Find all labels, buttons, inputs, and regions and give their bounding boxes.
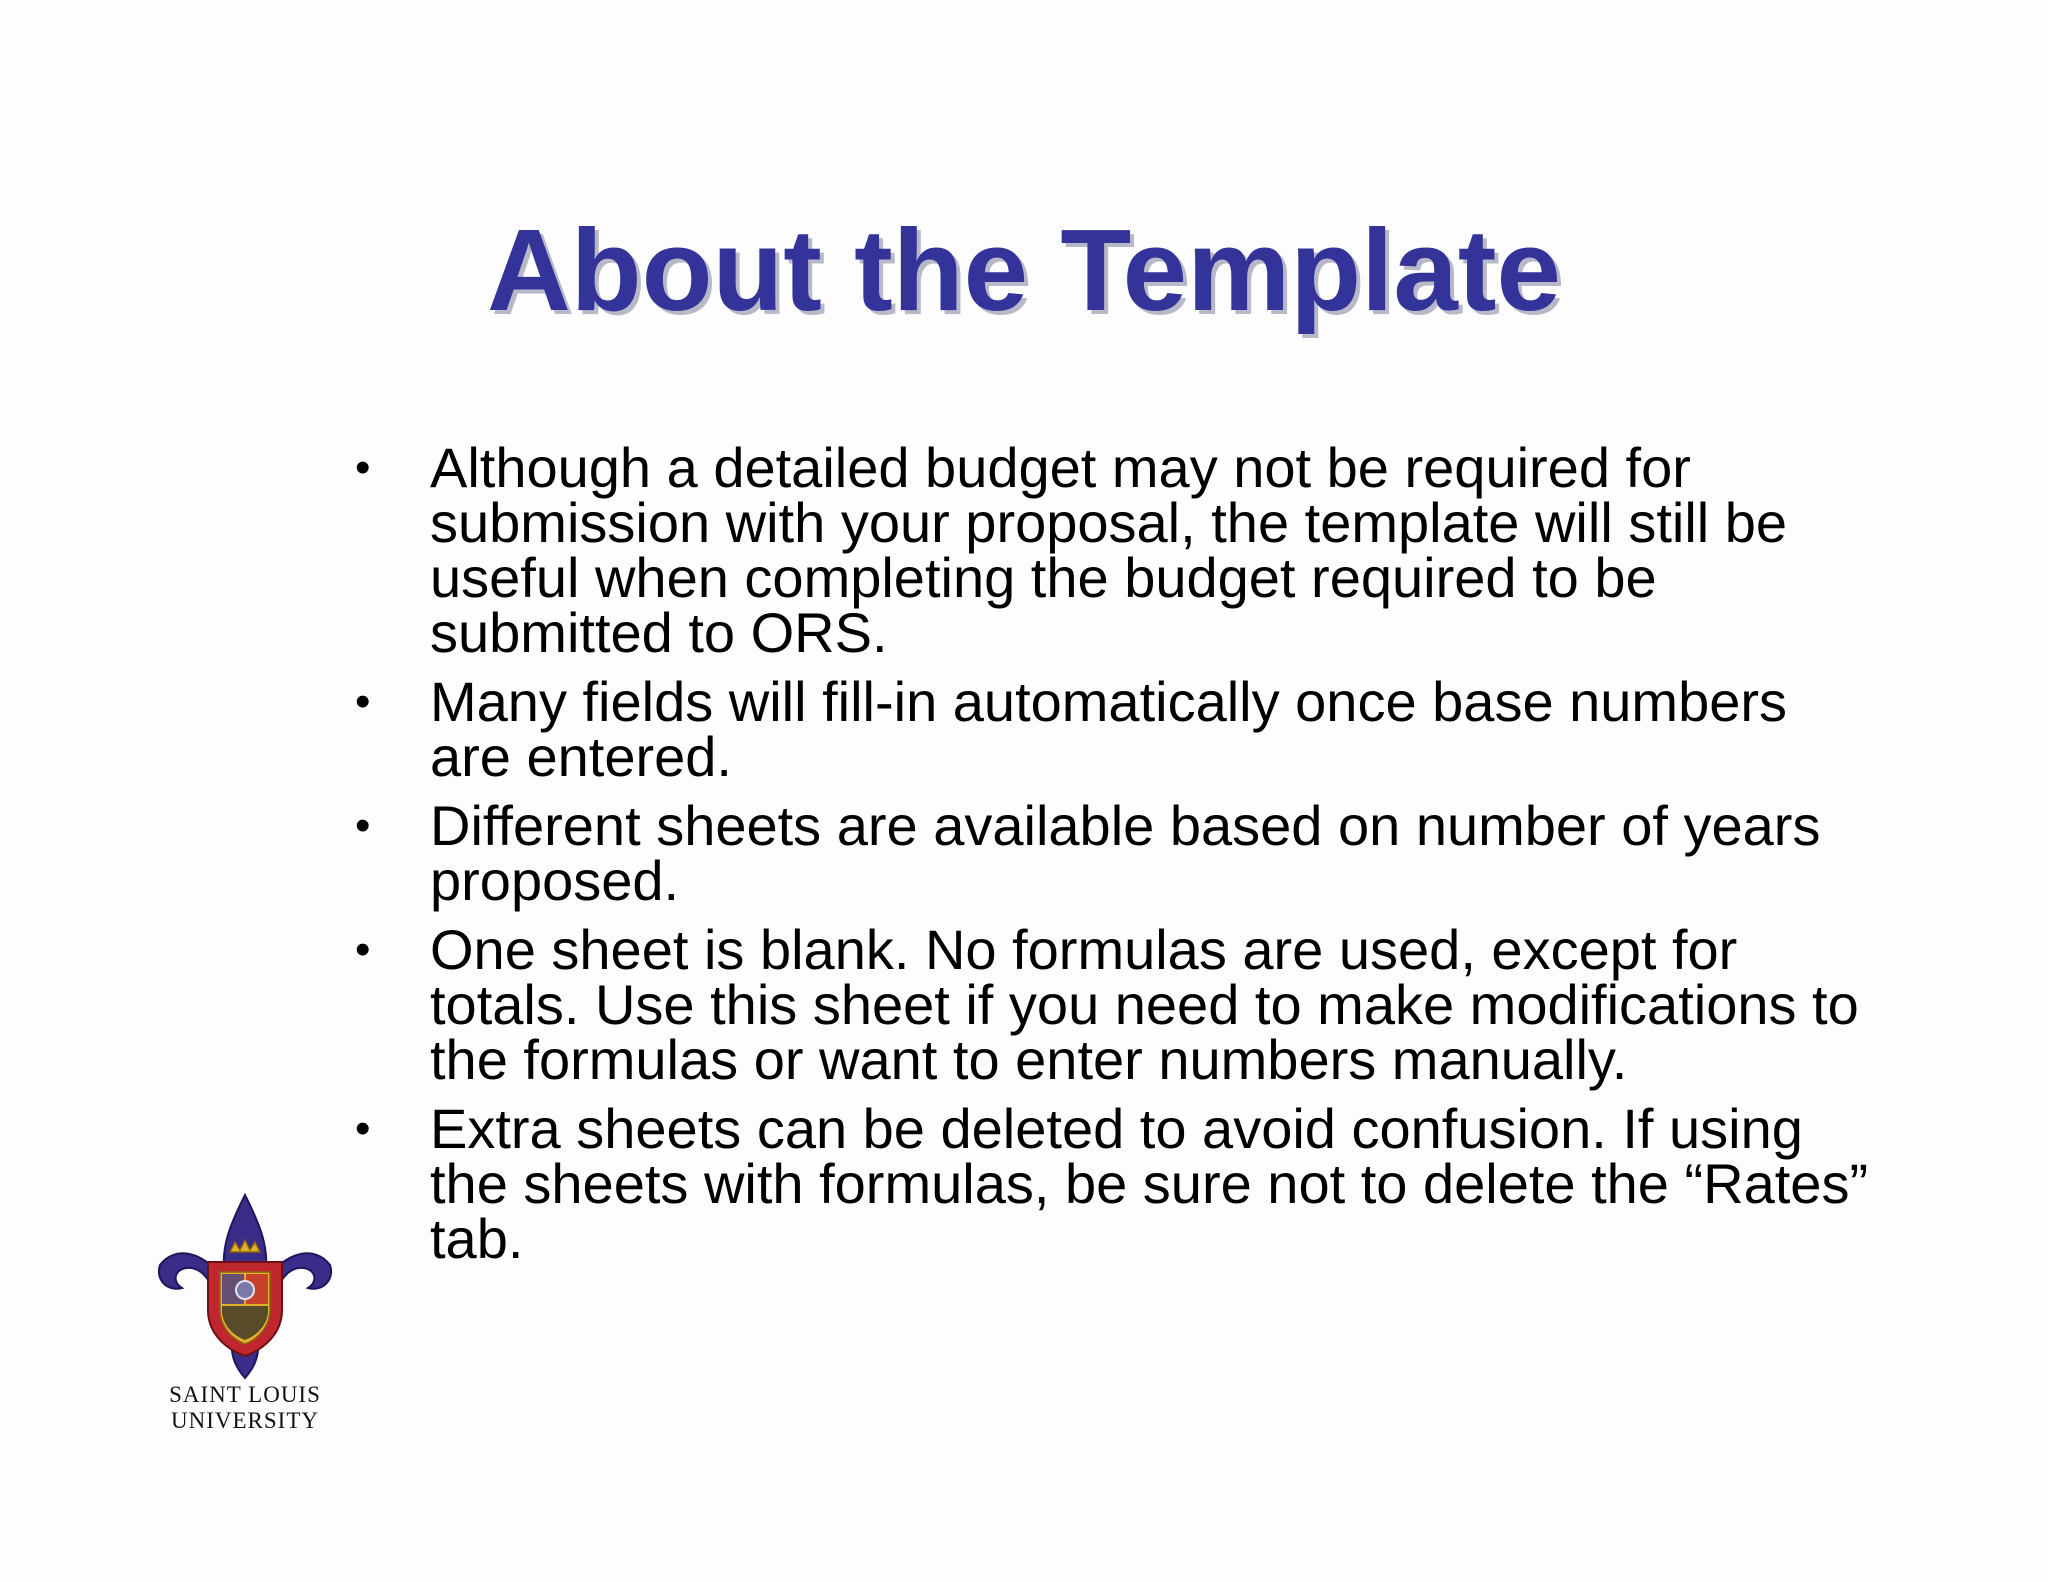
university-logo xyxy=(150,1190,340,1440)
logo-text-line-2: UNIVERSITY xyxy=(171,1408,319,1433)
bullet-icon: • xyxy=(355,443,371,492)
bullet-icon: • xyxy=(355,1104,371,1153)
bullet-text: Extra sheets can be deleted to avoid confusion. If using the sheets with formulas, be sure not to delete the “Rates” tab. xyxy=(430,1097,1869,1270)
logo-text-line-1: SAINT LOUIS xyxy=(169,1382,321,1407)
bullet-text: Although a detailed budget may not be required for submission with your proposal, the template will still be useful when completing the budget required to be submitted to ORS. xyxy=(430,436,1788,664)
list-item xyxy=(355,1097,1875,1270)
list-item xyxy=(355,794,1875,912)
bullet-icon: • xyxy=(355,801,371,850)
bullet-icon: • xyxy=(355,925,371,974)
list-item xyxy=(355,918,1875,1091)
bullet-text: Different sheets are available based on number of years proposed. xyxy=(430,794,1821,912)
list-item xyxy=(355,436,1875,664)
fleur-de-lis-crest-icon xyxy=(150,1190,340,1380)
bullet-icon: • xyxy=(355,677,371,726)
bullet-text: One sheet is blank. No formulas are used, except for totals. Use this sheet if you need to make modifications to the formulas or want to enter numbers manually. xyxy=(430,918,1859,1091)
bullet-list xyxy=(355,436,1875,1280)
slide-title: About the Template xyxy=(486,205,1562,335)
list-item xyxy=(355,670,1875,788)
bullet-text: Many fields will fill-in automatically once base numbers are entered. xyxy=(430,670,1788,788)
